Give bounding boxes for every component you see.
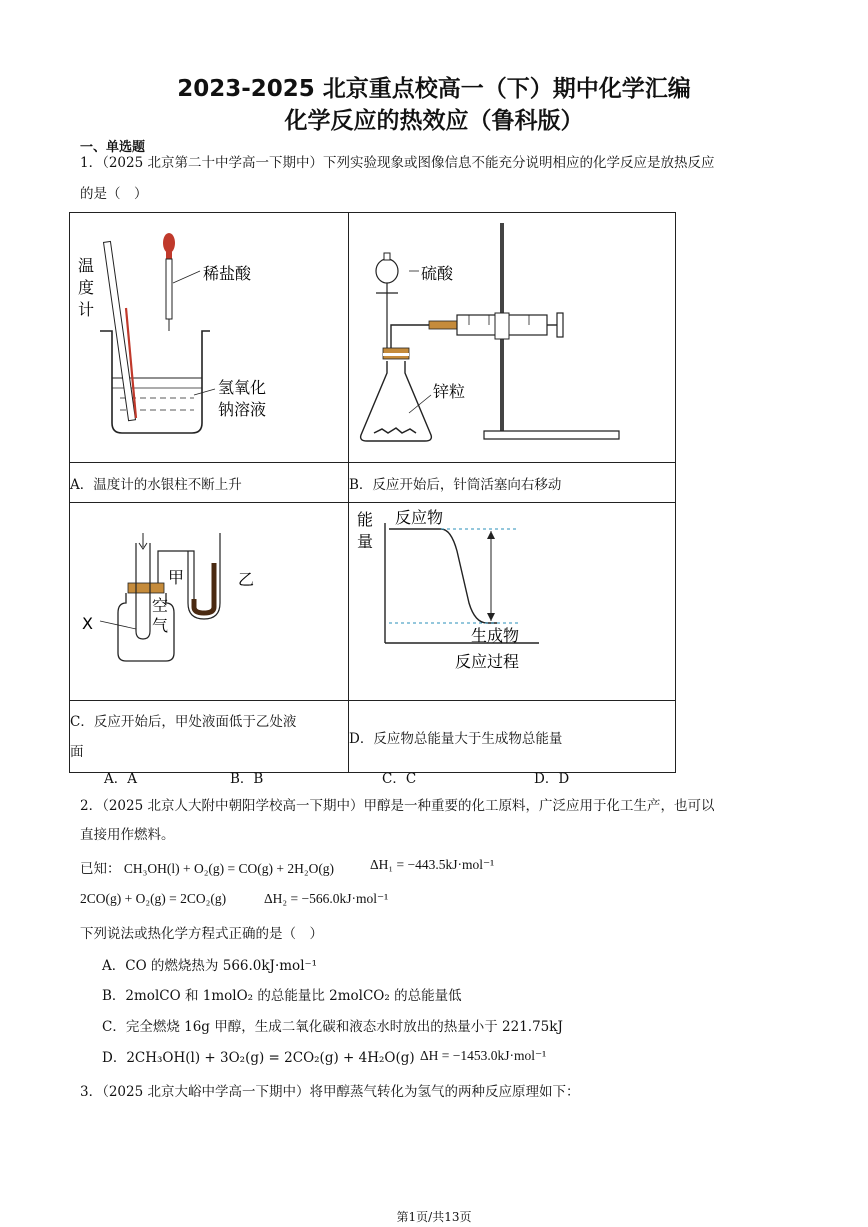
q2-known-label: 已知： xyxy=(80,861,121,876)
solution-label-1: 氢氧化 xyxy=(218,378,267,397)
caption-c: C．反应开始后，甲处液面低于乙处液 面 xyxy=(70,701,349,773)
figure-b-syringe-flask xyxy=(349,213,675,458)
thermometer-label: 温 xyxy=(78,256,95,275)
reactant-label: 反应物 xyxy=(395,508,444,527)
y-axis-label-2: 量 xyxy=(357,532,374,551)
caption-b: B．反应开始后，针筒活塞向右移动 xyxy=(349,463,676,503)
section-heading: 一、单选题 xyxy=(80,140,146,155)
q1-text-line2: 的是（ ） xyxy=(80,186,148,202)
q2-option-a[interactable]: A．CO 的燃烧热为 566.0kJ·mol⁻¹ xyxy=(102,958,318,974)
q2-dh1: ΔH₁ = −443.5kJ·mol⁻¹ xyxy=(370,857,495,872)
acid-label: 稀盐酸 xyxy=(203,264,252,283)
doc-title-line2: 化学反应的热效应（鲁科版） xyxy=(284,108,584,134)
y-axis-label-1: 能 xyxy=(357,510,374,529)
figure-d-cell xyxy=(349,503,676,701)
air-label-1: 空 xyxy=(152,596,169,615)
figure-c-cell xyxy=(70,503,349,701)
q2-option-b[interactable]: B．2molCO 和 1molO₂ 的总能量比 2molCO₂ 的总能量低 xyxy=(102,988,462,1004)
q2-option-d[interactable]: D．2CH₃OH(l) + 3O₂(g) = 2CO₂(g) + 4H₂O(g) xyxy=(102,1050,415,1066)
doc-title-line1: 2023-2025 北京重点校高一（下）期中化学汇编 xyxy=(177,76,691,102)
x-label: X xyxy=(82,614,93,633)
q2-text-line2: 直接用作燃料。 xyxy=(80,827,175,843)
q1-option-b[interactable]: B．B xyxy=(230,771,264,787)
q2-question: 下列说法或热化学方程式正确的是（ ） xyxy=(80,926,323,942)
yi-label: 乙 xyxy=(238,570,255,589)
figure-d-energy-diagram xyxy=(349,503,675,696)
q1-option-a[interactable]: A．A xyxy=(104,771,137,787)
zinc-label: 锌粒 xyxy=(433,382,466,401)
q2-equation-2: 2CO(g) + O₂(g) = 2CO₂(g) xyxy=(80,891,227,906)
svg-text:计: 计 xyxy=(78,300,95,319)
figure-c-u-tube xyxy=(70,503,348,696)
jia-label: 甲 xyxy=(168,568,185,587)
q1-option-d[interactable]: D．D xyxy=(534,771,570,787)
figure-a-cell xyxy=(70,213,349,463)
q2-option-c[interactable]: C．完全燃烧 16g 甲醇，生成二氧化碳和液态水时放出的热量小于 221.75kJ xyxy=(102,1019,563,1035)
q2-equation-1: CH₃OH(l) + O₂(g) = CO(g) + 2H₂O(g) xyxy=(123,861,335,876)
sulfuric-acid-label: 硫酸 xyxy=(421,264,454,283)
figure-a-thermometer-beaker xyxy=(70,213,348,458)
product-label: 生成物 xyxy=(471,626,520,645)
svg-text:度: 度 xyxy=(78,278,95,297)
q2-option-d-dh: ΔH = −1453.0kJ·mol⁻¹ xyxy=(420,1048,547,1063)
air-label-2: 气 xyxy=(152,616,169,635)
q1-text-line1: 1．（2025 北京第二十中学高一下期中）下列实验现象或图像信息不能充分说明相应的化学反应是放热反应 xyxy=(80,155,715,171)
q2-text-line1: 2．（2025 北京人大附中朝阳学校高一下期中）甲醇是一种重要的化工原料，广泛应用于化工生产，也可以 xyxy=(80,798,715,814)
caption-d: D．反应物总能量大于生成物总能量 xyxy=(349,701,676,773)
caption-a: A．温度计的水银柱不断上升 xyxy=(70,463,349,503)
page-footer: 第1页/共13页 xyxy=(396,1210,472,1224)
q1-option-c[interactable]: C．C xyxy=(382,771,417,787)
figure-b-cell xyxy=(349,213,676,463)
x-axis-label: 反应过程 xyxy=(455,652,520,671)
q3-text-line1: 3．（2025 北京大峪中学高一下期中）将甲醇蒸气转化为氢气的两种反应原理如下： xyxy=(80,1084,580,1100)
solution-label-2: 钠溶液 xyxy=(218,400,267,419)
q1-figure-table xyxy=(69,212,676,773)
q2-dh2: ΔH₂ = −566.0kJ·mol⁻¹ xyxy=(264,891,389,906)
